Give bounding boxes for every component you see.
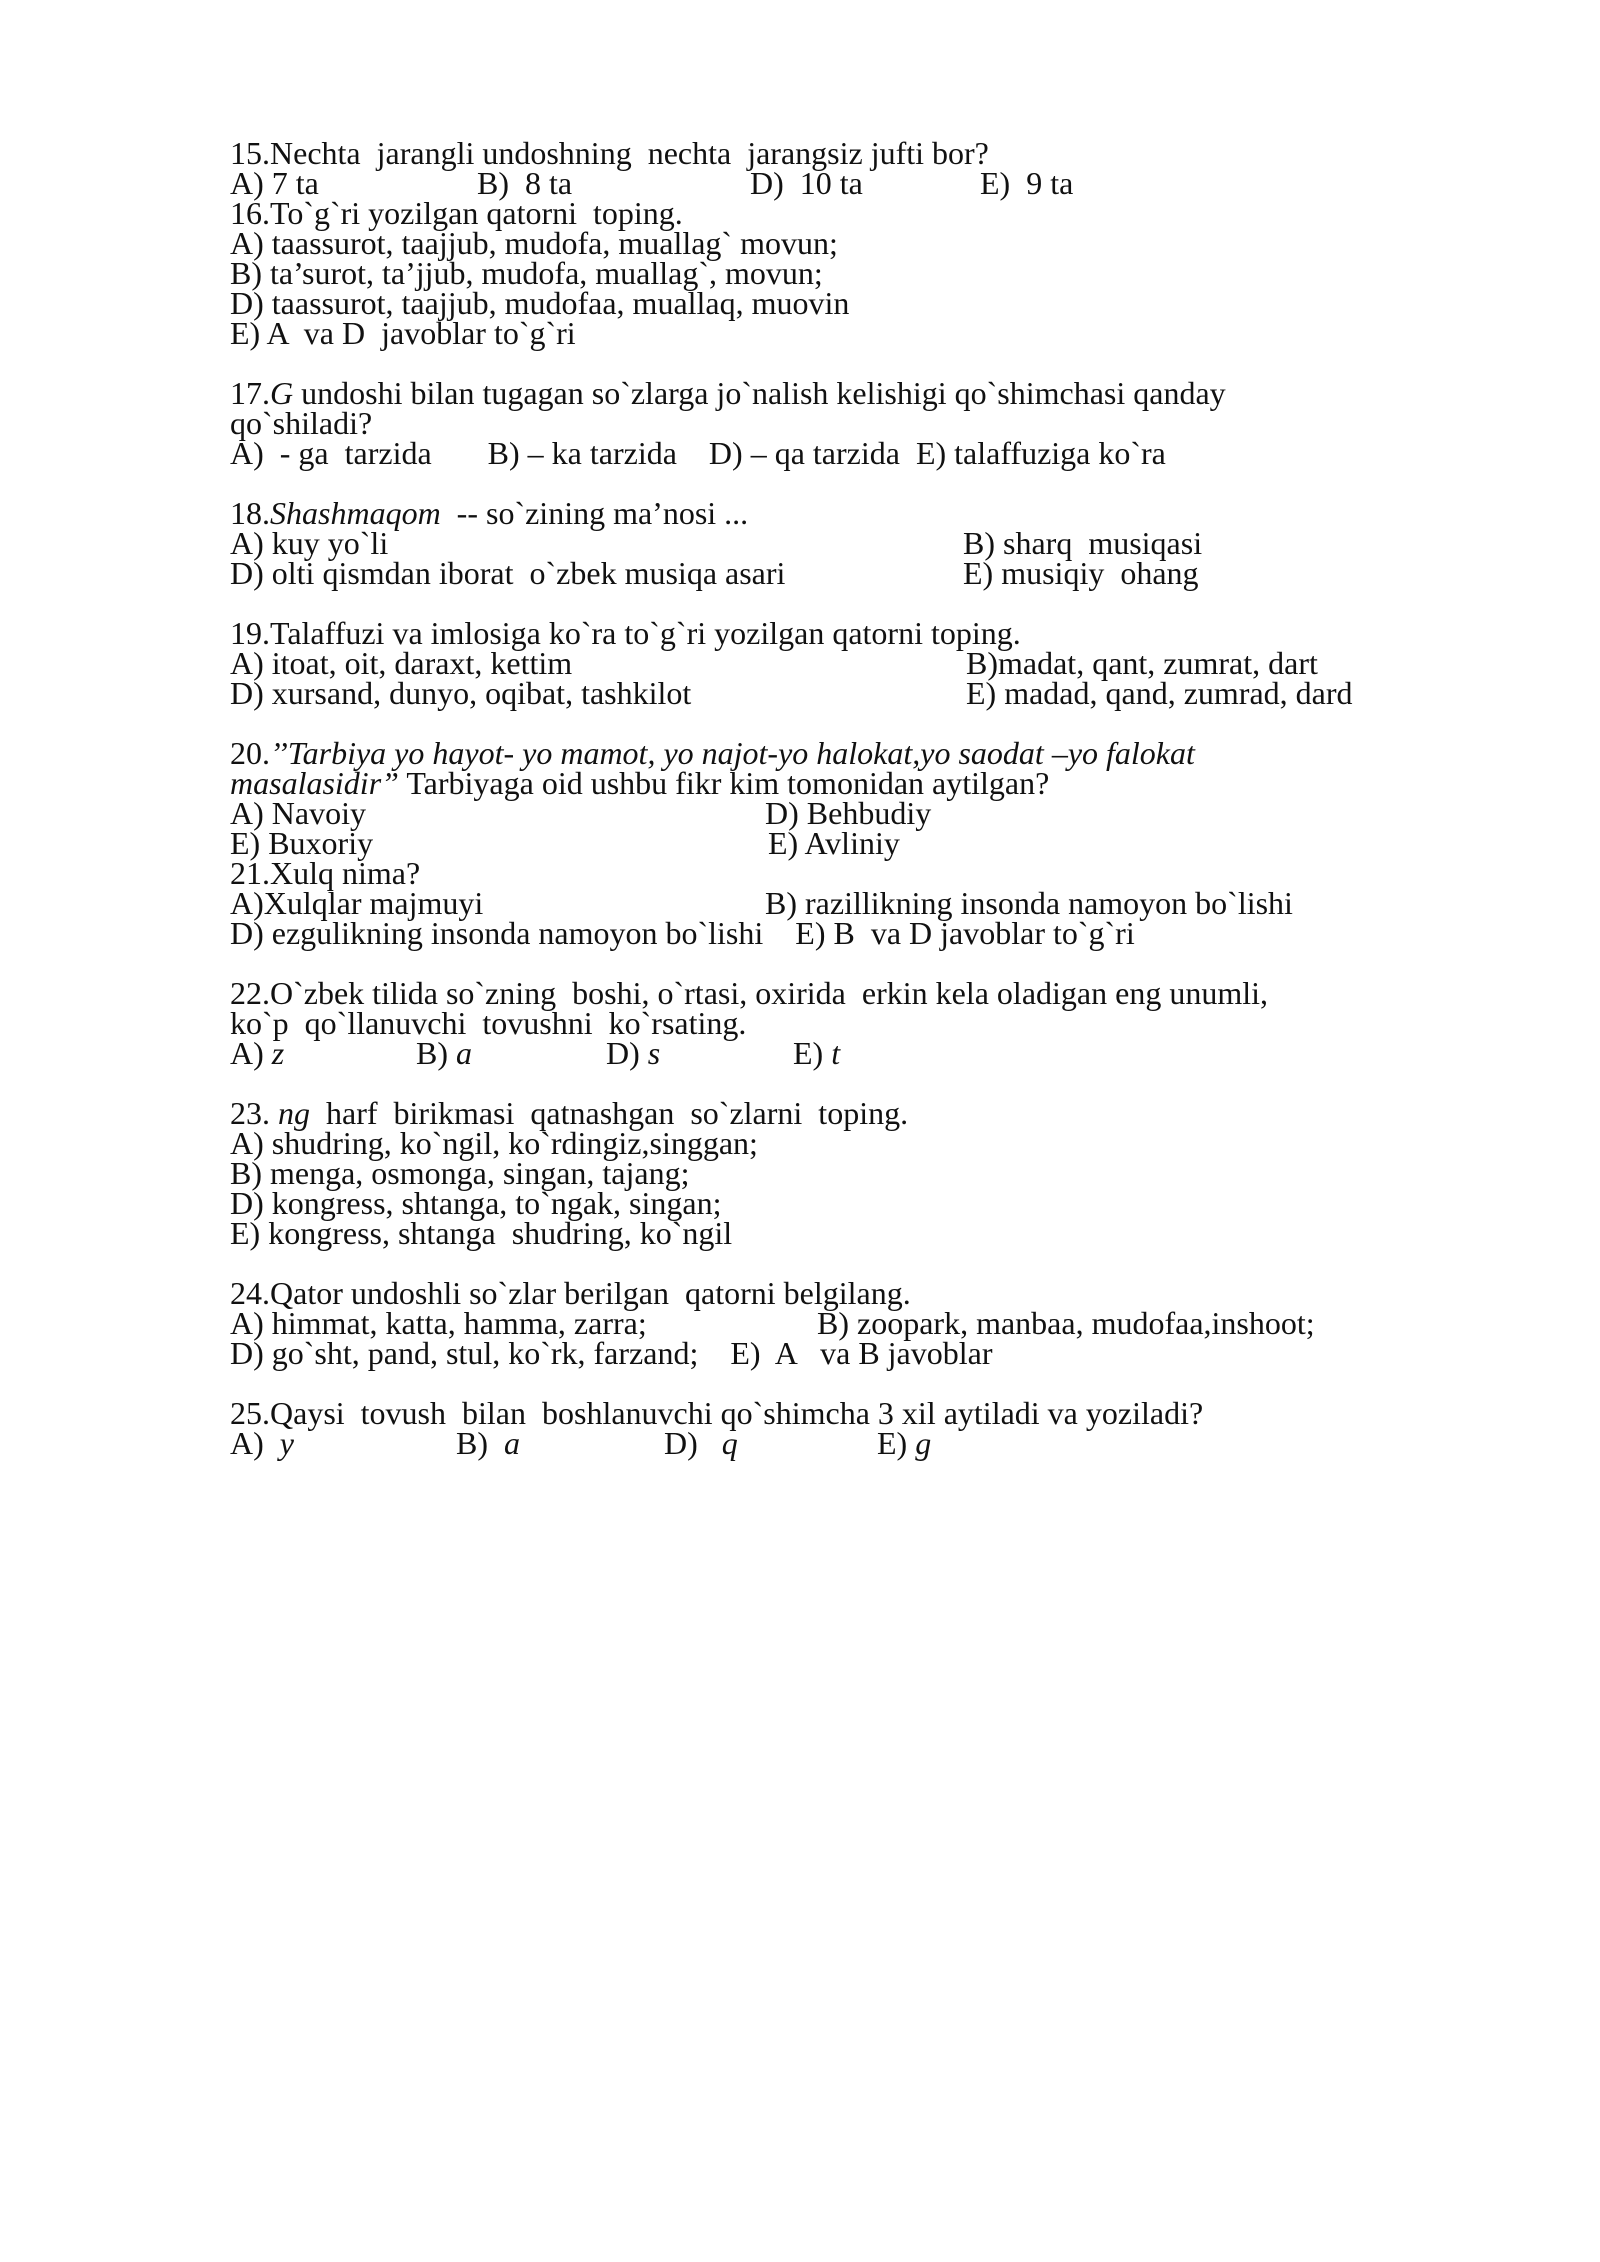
text-segment: E) Buxoriy bbox=[230, 825, 374, 861]
text-segment: masalasidir” bbox=[230, 765, 399, 801]
text-segment: D) bbox=[664, 1425, 722, 1461]
text-segment: qo`shiladi? bbox=[230, 405, 373, 441]
question-22-line bbox=[230, 1007, 746, 1039]
text-segment: A)Xulqlar majmuyi bbox=[230, 885, 484, 921]
text-segment: 19.Talaffuzi va imlosiga ko`ra to`g`ri yozilgan qatorni toping. bbox=[230, 615, 1021, 651]
text-segment: E) madad, qand, zumrad, dard bbox=[966, 675, 1353, 711]
text-segment: D) xursand, dunyo, oqibat, tashkilot bbox=[230, 675, 692, 711]
text-segment: -- so`zining ma’nosi ... bbox=[440, 495, 749, 531]
text-segment: B) bbox=[416, 1035, 456, 1071]
text-segment: s bbox=[647, 1035, 661, 1071]
answer-option bbox=[606, 1037, 660, 1069]
text-segment: D) go`sht, pand, stul, ko`rk, farzand; E) A va B javoblar bbox=[230, 1335, 993, 1371]
text-segment: 21.Xulq nima? bbox=[230, 855, 421, 891]
text-segment: Tarbiyaga oid ushbu fikr kim tomonidan aytilgan? bbox=[398, 765, 1050, 801]
text-segment: B) razillikning insonda namoyon bo`lishi bbox=[765, 885, 1293, 921]
text-segment: ’’Tarbiya yo hayot- yo mamot, yo najot-yo halokat,yo saodat –yo falokat bbox=[270, 735, 1195, 771]
text-segment: 16.To`g`ri yozilgan qatorni toping. bbox=[230, 195, 683, 231]
text-segment: z bbox=[271, 1035, 285, 1071]
answer-option bbox=[877, 1427, 931, 1459]
text-segment: A) shudring, ko`ngil, ko`rdingiz,singgan; bbox=[230, 1125, 758, 1161]
text-segment: ko`p qo`llanuvchi tovushni ko`rsating. bbox=[230, 1005, 747, 1041]
text-segment: E) bbox=[793, 1035, 832, 1071]
text-segment: 20. bbox=[230, 735, 270, 771]
text-segment: E) kongress, shtanga shudring, ko`ngil bbox=[230, 1215, 733, 1251]
question-15-line bbox=[230, 137, 989, 169]
text-segment: 23. bbox=[230, 1095, 278, 1131]
text-segment: A) 7 ta bbox=[230, 165, 319, 201]
answer-option bbox=[750, 167, 863, 199]
text-segment: 22.O`zbek tilida so`zning boshi, o`rtasi, oxirida erkin kela oladigan eng unumli, bbox=[230, 975, 1268, 1011]
text-segment: y bbox=[279, 1425, 294, 1461]
text-segment: B) sharq musiqasi bbox=[963, 525, 1203, 561]
text-segment: E) 9 ta bbox=[980, 165, 1074, 201]
text-segment: B) 8 ta bbox=[477, 165, 573, 201]
text-segment: E) bbox=[877, 1425, 916, 1461]
text-segment: 25.Qaysi tovush bilan boshlanuvchi qo`shimcha 3 xil aytiladi va yoziladi? bbox=[230, 1395, 1204, 1431]
text-segment: D) Behbudiy bbox=[765, 795, 932, 831]
text-segment: a bbox=[456, 1035, 472, 1071]
text-segment: q bbox=[721, 1425, 738, 1461]
question-21-line bbox=[230, 917, 1135, 949]
text-segment: A) himmat, katta, hamma, zarra; bbox=[230, 1305, 647, 1341]
text-segment: 18. bbox=[230, 495, 270, 531]
text-segment: g bbox=[915, 1425, 932, 1461]
text-segment: D) taassurot, taajjub, mudofaa, muallaq, muovin bbox=[230, 285, 850, 321]
text-segment: B)madat, qant, zumrat, dart bbox=[966, 645, 1318, 681]
answer-option bbox=[966, 677, 1353, 709]
question-23-line bbox=[230, 1217, 732, 1249]
question-17-line bbox=[230, 437, 1166, 469]
text-segment: A) taassurot, taajjub, mudofa, muallag` movun; bbox=[230, 225, 838, 261]
answer-option bbox=[230, 677, 691, 709]
answer-option bbox=[230, 557, 785, 589]
answer-option bbox=[664, 1427, 738, 1459]
answer-option bbox=[980, 167, 1073, 199]
text-segment: D) ezgulikning insonda namoyon bo`lishi E) B va D javoblar to`g`ri bbox=[230, 915, 1135, 951]
text-segment: D) kongress, shtanga, to`ngak, singan; bbox=[230, 1185, 722, 1221]
answer-option bbox=[963, 557, 1199, 589]
text-segment: D) bbox=[606, 1035, 648, 1071]
text-segment: a bbox=[504, 1425, 520, 1461]
text-segment: Shashmaqom bbox=[270, 495, 441, 531]
question-17-line bbox=[230, 377, 1226, 409]
text-segment: B) bbox=[456, 1425, 504, 1461]
text-segment: undoshi bilan tugagan so`zlarga jo`nalish kelishigi qo`shimchasi qanday bbox=[293, 375, 1226, 411]
text-segment: t bbox=[831, 1035, 841, 1071]
answer-option bbox=[230, 1037, 284, 1069]
text-segment: E) Avliniy bbox=[768, 825, 900, 861]
text-segment: B) zoopark, manbaa, mudofaa,inshoot; bbox=[817, 1305, 1315, 1341]
answer-option bbox=[456, 1427, 520, 1459]
answer-option bbox=[230, 1427, 294, 1459]
answer-option bbox=[793, 1037, 840, 1069]
text-segment: E) musiqiy ohang bbox=[963, 555, 1199, 591]
text-segment: harf birikmasi qatnashgan so`zlarni toping. bbox=[310, 1095, 909, 1131]
text-segment: B) ta’surot, ta’jjub, mudofa, muallag`, movun; bbox=[230, 255, 823, 291]
text-segment: D) 10 ta bbox=[750, 165, 863, 201]
question-16-line bbox=[230, 317, 576, 349]
text-segment: 24.Qator undoshli so`zlar berilgan qatorni belgilang. bbox=[230, 1275, 911, 1311]
text-segment: A) Navoiy bbox=[230, 795, 366, 831]
question-24-line bbox=[230, 1337, 993, 1369]
text-segment: B) menga, osmonga, singan, tajang; bbox=[230, 1155, 690, 1191]
text-segment: A) bbox=[230, 1035, 272, 1071]
answer-option bbox=[416, 1037, 472, 1069]
text-segment: D) olti qismdan iborat o`zbek musiqa asari bbox=[230, 555, 786, 591]
text-segment: A) - ga tarzida B) – ka tarzida D) – qa tarzida E) talaffuziga ko`ra bbox=[230, 435, 1166, 471]
text-segment: A) itoat, oit, daraxt, kettim bbox=[230, 645, 573, 681]
text-segment: A) kuy yo`li bbox=[230, 525, 389, 561]
answer-option bbox=[768, 827, 900, 859]
text-segment: 15.Nechta jarangli undoshning nechta jarangsiz jufti bor? bbox=[230, 135, 989, 171]
text-segment: ng bbox=[278, 1095, 310, 1131]
text-segment: A) bbox=[230, 1425, 280, 1461]
text-segment: E) A va D javoblar to`g`ri bbox=[230, 315, 576, 351]
text-segment: 17. bbox=[230, 375, 270, 411]
text-segment: G bbox=[270, 375, 294, 411]
